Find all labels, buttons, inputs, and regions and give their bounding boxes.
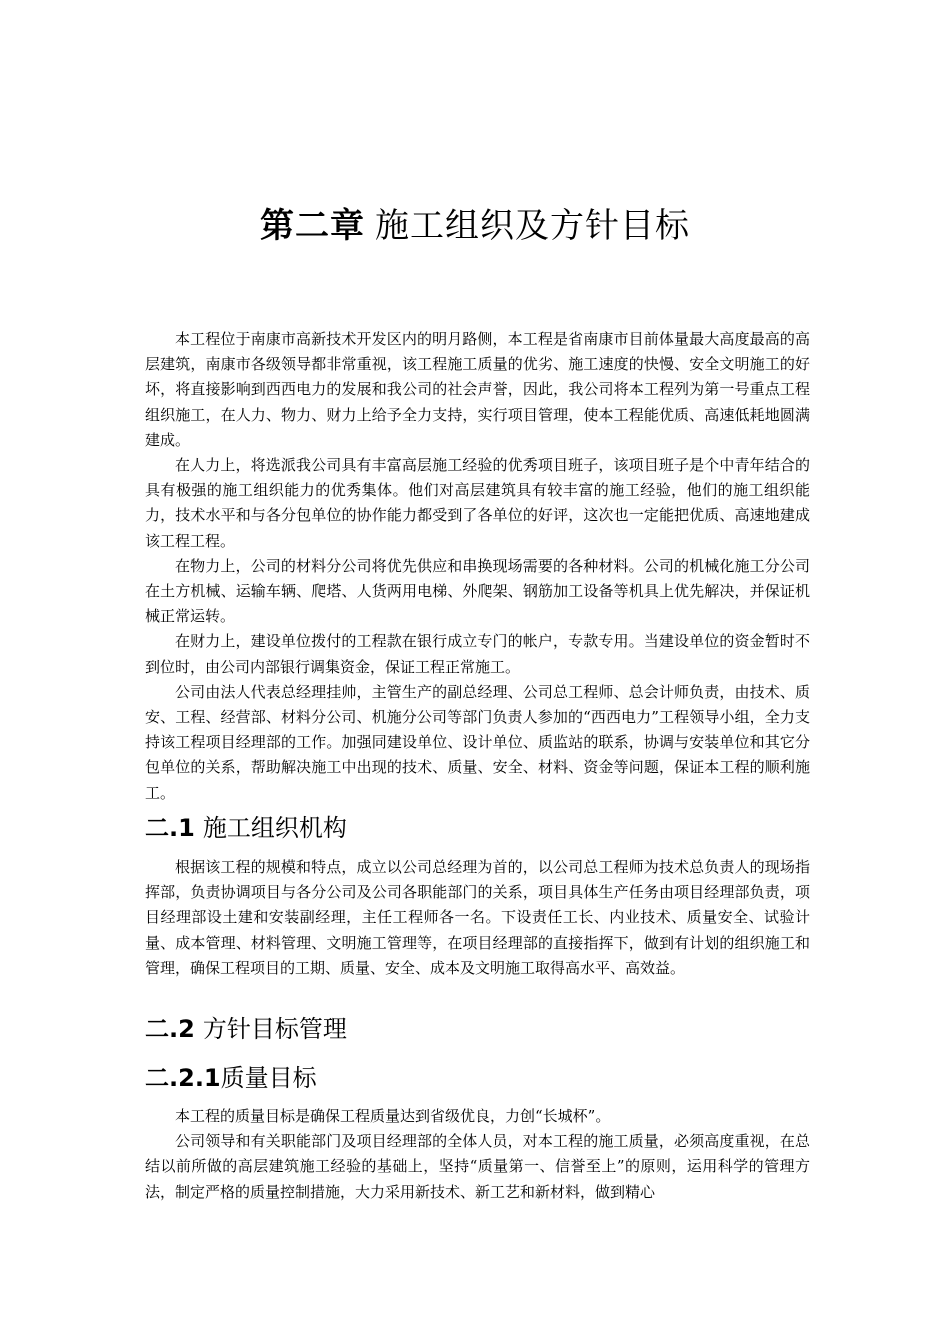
- chapter-title-text: 施工组织及方针目标: [375, 206, 690, 246]
- paragraph: 在财力上，建设单位拨付的工程款在银行成立专门的帐户，专款专用。当建设单位的资金暂时不到位时，由公司内部银行调集资金，保证工程正常施工。: [145, 632, 810, 676]
- paragraph: 根据该工程的规模和特点，成立以公司总经理为首的，以公司总工程师为技术总负责人的现场指挥部，负责协调项目与各分公司及公司各职能部门的关系，项目具体生产任务由项目经理部负责，项目经理部设土建和安装副经理，主任工程师各一名。下设责任工长、内业技术、质量安全、试验计量、成本管理、材料管理、文明施工管理等，在项目经理部的直接指挥下，做到有计划的组织施工和管理，确保工程项目的工期、质量、安全、成本及文明施工取得高水平、高效益。: [145, 858, 810, 977]
- section-title: 施工组织机构: [202, 814, 347, 842]
- chapter-number: 第二章: [260, 206, 365, 246]
- paragraph: 公司领导和有关职能部门及项目经理部的全体人员，对本工程的施工质量，必须高度重视，在总结以前所做的高层建筑施工经验的基础上，坚持“质量第一、信誉至上”的原则，运用科学的管理方法，制定严格的质量控制措施，大力采用新技术、新工艺和新材料，做到精心: [145, 1132, 810, 1201]
- chapter-title: [0, 204, 950, 248]
- section-number: 二.1: [145, 814, 195, 842]
- section-body: [145, 855, 810, 981]
- paragraph: 在物力上，公司的材料分公司将优先供应和串换现场需要的各种材料。公司的机械化施工分公司在土方机械、运输车辆、爬塔、人货两用电梯、外爬架、钢筋加工设备等机具上优先解决，并保证机械正常运转。: [145, 556, 810, 626]
- paragraph: 本工程的质量目标是确保工程质量达到省级优良，力创“长城杯”。: [175, 1107, 611, 1125]
- section-heading: [145, 812, 347, 844]
- intro-section: [145, 327, 810, 806]
- section-title: 方针目标管理: [202, 1015, 347, 1043]
- section-number: 二.2: [145, 1015, 195, 1043]
- section-heading: [145, 1013, 347, 1045]
- paragraph: 本工程位于南康市高新技术开发区内的明月路侧，本工程是省南康市目前体量最大高度最高的高层建筑，南康市各级领导都非常重视，该工程施工质量的优劣、施工速度的快慢、安全文明施工的好坏，将直接影响到西西电力的发展和我公司的社会声誉，因此，我公司将本工程列为第一号重点工程组织施工，在人力、物力、财力上给予全力支持，实行项目管理，使本工程能优质、高速低耗地圆满建成。: [145, 330, 810, 449]
- subsection-title: 质量目标: [220, 1064, 317, 1092]
- subsection-heading: [145, 1062, 317, 1094]
- paragraph: 在人力上，将选派我公司具有丰富高层施工经验的优秀项目班子，该项目班子是个中青年结合的具有极强的施工组织能力的优秀集体。他们对高层建筑具有较丰富的施工经验，他们的施工组织能力，技术水平和与各分包单位的协作能力都受到了各单位的好评，这次也一定能把优质、高速地建成该工程工程。: [145, 456, 810, 550]
- subsection-number: 二.2.1: [145, 1064, 221, 1092]
- paragraph: 公司由法人代表总经理挂帅，主管生产的副总经理、公司总工程师、总会计师负责，由技术、质安、工程、经营部、材料分公司、机施分公司等部门负责人参加的“西西电力”工程领导小组，全力支持该工程项目经理部的工作。加强同建设单位、设计单位、质监站的联系，协调与安装单位和其它分包单位的关系，帮助解决施工中出现的技术、质量、安全、材料、资金等问题，保证本工程的顺利施工。: [145, 682, 810, 802]
- subsection-body: [145, 1104, 810, 1205]
